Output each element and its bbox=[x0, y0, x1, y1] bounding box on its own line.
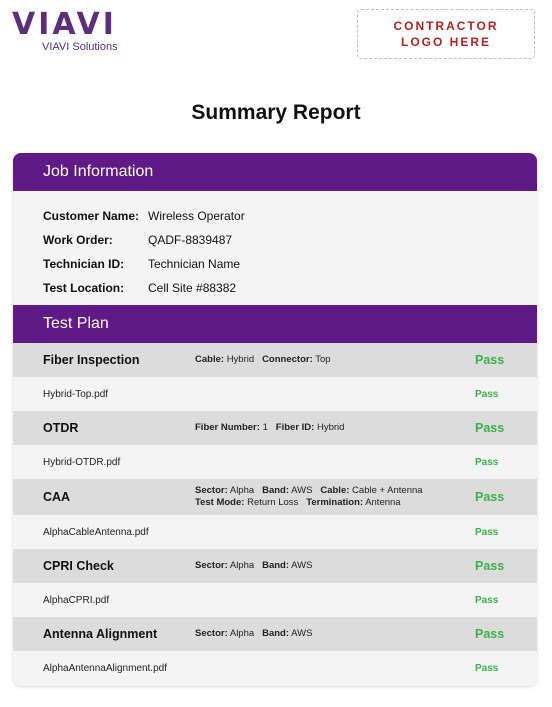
report-file-link[interactable]: AlphaCableAntenna.pdf bbox=[43, 526, 149, 538]
contractor-logo-placeholder bbox=[357, 9, 535, 59]
job-information-header: Job Information bbox=[13, 153, 537, 191]
parameter-key: Band: bbox=[262, 628, 290, 639]
parameter-value: Antenna bbox=[365, 497, 401, 508]
file-status-badge: Pass bbox=[475, 594, 499, 606]
report-file-link[interactable]: AlphaCPRI.pdf bbox=[43, 594, 110, 606]
parameter-value: AWS bbox=[291, 628, 313, 639]
parameter-line bbox=[195, 422, 344, 434]
job-field-technician bbox=[43, 252, 537, 276]
report-file-row bbox=[13, 515, 537, 549]
file-status-badge: Pass bbox=[475, 662, 499, 674]
logo-subtitle: VIAVI Solutions bbox=[42, 41, 118, 53]
test-name: CAA bbox=[43, 490, 71, 504]
parameter-value: Alpha bbox=[229, 628, 255, 639]
file-status-badge: Pass bbox=[475, 526, 499, 538]
job-field-label: Technician ID: bbox=[43, 257, 125, 271]
test-row bbox=[13, 549, 537, 583]
parameter-value: Hybrid bbox=[226, 354, 255, 365]
parameter-key: Termination: bbox=[306, 497, 364, 508]
test-row bbox=[13, 617, 537, 651]
file-status-badge: Pass bbox=[475, 388, 499, 400]
parameter-line bbox=[195, 497, 423, 509]
test-row bbox=[13, 343, 537, 377]
job-field-value: QADF-8839487 bbox=[148, 233, 233, 247]
job-field-label: Work Order: bbox=[43, 233, 113, 247]
report-file-link[interactable]: AlphaAntennaAlignment.pdf bbox=[43, 662, 167, 674]
test-status-badge: Pass bbox=[475, 353, 505, 367]
report-file-link[interactable]: Hybrid-OTDR.pdf bbox=[43, 456, 121, 468]
file-status-badge: Pass bbox=[475, 456, 499, 468]
parameter-value: Alpha bbox=[229, 560, 255, 571]
test-parameters bbox=[195, 354, 331, 366]
job-field-value: Wireless Operator bbox=[148, 209, 245, 223]
test-row bbox=[13, 411, 537, 445]
contractor-line-2: LOGO HERE bbox=[400, 35, 491, 49]
parameter-value: Return Loss bbox=[247, 497, 299, 508]
job-field-value: Technician Name bbox=[148, 257, 241, 271]
test-status-badge: Pass bbox=[475, 490, 505, 504]
parameter-line bbox=[195, 560, 312, 572]
test-name: CPRI Check bbox=[43, 559, 114, 573]
parameter-value: Top bbox=[315, 354, 331, 365]
job-field-customer bbox=[43, 204, 537, 228]
test-parameters bbox=[195, 628, 312, 640]
report-file-row bbox=[13, 377, 537, 411]
parameter-value: AWS bbox=[291, 560, 313, 571]
parameter-value: AWS bbox=[291, 485, 313, 496]
report-file-row bbox=[13, 445, 537, 479]
test-row bbox=[13, 479, 537, 515]
job-field-label: Customer Name: bbox=[43, 209, 140, 223]
test-parameters bbox=[195, 485, 423, 509]
report-file-row bbox=[13, 583, 537, 617]
job-field-value: Cell Site #88382 bbox=[148, 281, 237, 295]
parameter-key: Connector: bbox=[262, 354, 313, 365]
parameter-line bbox=[195, 485, 423, 497]
parameter-value: Alpha bbox=[229, 485, 255, 496]
parameter-value: 1 bbox=[262, 422, 268, 433]
parameter-line bbox=[195, 628, 312, 640]
parameter-key: Fiber ID: bbox=[275, 422, 315, 433]
parameter-key: Fiber Number: bbox=[195, 422, 260, 433]
parameter-key: Sector: bbox=[195, 628, 228, 639]
test-parameters bbox=[195, 422, 344, 434]
contractor-line-1: CONTRACTOR bbox=[393, 19, 499, 33]
job-field-work-order bbox=[43, 228, 537, 252]
parameter-key: Band: bbox=[262, 485, 290, 496]
test-status-badge: Pass bbox=[475, 559, 505, 573]
viavi-logo bbox=[12, 7, 132, 53]
report-file-row bbox=[13, 651, 537, 685]
test-plan-header: Test Plan bbox=[13, 305, 537, 343]
parameter-key: Cable: bbox=[195, 354, 225, 365]
report-file-link[interactable]: Hybrid-Top.pdf bbox=[43, 388, 109, 400]
job-field-location bbox=[43, 276, 537, 300]
test-name: Fiber Inspection bbox=[43, 353, 140, 367]
parameter-key: Band: bbox=[262, 560, 290, 571]
test-plan-list bbox=[13, 343, 537, 685]
logo-mark: VIAVI bbox=[12, 7, 117, 42]
parameter-key: Sector: bbox=[195, 485, 228, 496]
job-field-label: Test Location: bbox=[43, 281, 125, 295]
parameter-key: Sector: bbox=[195, 560, 228, 571]
test-status-badge: Pass bbox=[475, 627, 505, 641]
report-card bbox=[13, 153, 537, 686]
test-name: OTDR bbox=[43, 421, 79, 435]
test-status-badge: Pass bbox=[475, 421, 505, 435]
job-information-body bbox=[13, 191, 537, 305]
test-name: Antenna Alignment bbox=[43, 627, 158, 641]
parameter-value: Cable + Antenna bbox=[352, 485, 423, 496]
page-title: Summary Report bbox=[191, 101, 361, 124]
parameter-key: Cable: bbox=[320, 485, 350, 496]
test-parameters bbox=[195, 560, 312, 572]
parameter-key: Test Mode: bbox=[195, 497, 245, 508]
parameter-line bbox=[195, 354, 331, 366]
parameter-value: Hybrid bbox=[316, 422, 345, 433]
